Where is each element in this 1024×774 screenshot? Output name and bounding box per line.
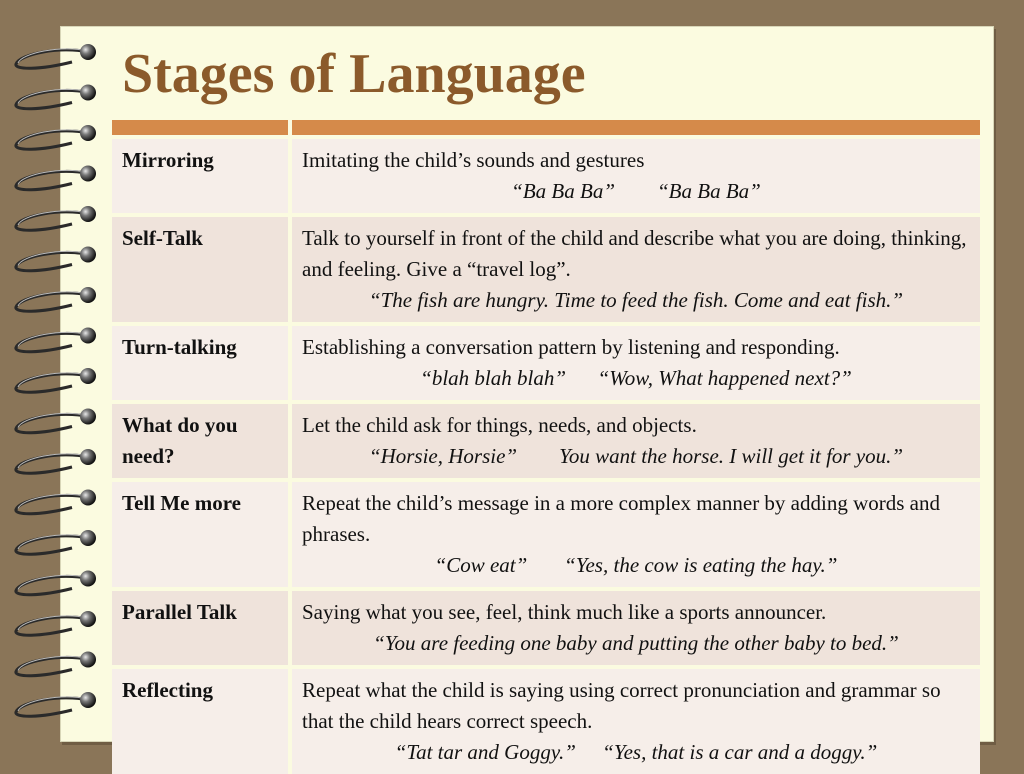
header-cell-stage bbox=[112, 120, 288, 135]
stage-name: Tell Me more bbox=[112, 482, 288, 587]
stages-table bbox=[112, 120, 980, 774]
stage-description bbox=[292, 482, 980, 587]
stage-description bbox=[292, 217, 980, 322]
table-row bbox=[112, 139, 980, 213]
description-text: Repeat the child’s message in a more complex manner by adding words and phrases. bbox=[302, 491, 940, 546]
example-quote: “You are feeding one baby and putting the other baby to bed.” bbox=[373, 631, 899, 655]
page-title: Stages of Language bbox=[122, 43, 586, 105]
stage-name: Parallel Talk bbox=[112, 591, 288, 665]
table-row bbox=[112, 482, 980, 587]
description-text: Let the child ask for things, needs, and objects. bbox=[302, 413, 697, 437]
stage-name: Self-Talk bbox=[112, 217, 288, 322]
table-header-bar bbox=[112, 120, 980, 135]
example-quote: “The fish are hungry. Time to feed the fish. Come and eat fish.” bbox=[368, 288, 904, 312]
stage-name: Mirroring bbox=[112, 139, 288, 213]
description-text: Saying what you see, feel, think much like a sports announcer. bbox=[302, 600, 827, 624]
description-text: Talk to yourself in front of the child and describe what you are doing, thinking, and feeling. Give a “travel log”. bbox=[302, 226, 967, 281]
stage-description bbox=[292, 669, 980, 774]
example-quote: “Ba Ba Ba” “Ba Ba Ba” bbox=[511, 179, 761, 203]
table-row bbox=[112, 404, 980, 478]
example-quote: “Cow eat” “Yes, the cow is eating the hay.” bbox=[434, 553, 838, 577]
table-row bbox=[112, 217, 980, 322]
stage-description bbox=[292, 591, 980, 665]
table-row bbox=[112, 591, 980, 665]
table-row bbox=[112, 669, 980, 774]
table-row bbox=[112, 326, 980, 400]
example-quote: “Tat tar and Goggy.” “Yes, that is a car and a doggy.” bbox=[394, 740, 878, 764]
example-quote: “Horsie, Horsie” You want the horse. I will get it for you.” bbox=[368, 444, 904, 468]
stage-description bbox=[292, 404, 980, 478]
stage-description bbox=[292, 326, 980, 400]
stage-name: Reflecting bbox=[112, 669, 288, 774]
description-text: Imitating the child’s sounds and gestures bbox=[302, 148, 645, 172]
example-quote: “blah blah blah” “Wow, What happened next?” bbox=[420, 366, 852, 390]
stage-name: What do you need? bbox=[112, 404, 288, 478]
stage-description bbox=[292, 139, 980, 213]
header-cell-description bbox=[292, 120, 980, 135]
stage-name: Turn-talking bbox=[112, 326, 288, 400]
spiral-binding-icon bbox=[0, 0, 110, 768]
description-text: Establishing a conversation pattern by listening and responding. bbox=[302, 335, 840, 359]
description-text: Repeat what the child is saying using correct pronunciation and grammar so that the child hears correct speech. bbox=[302, 678, 941, 733]
